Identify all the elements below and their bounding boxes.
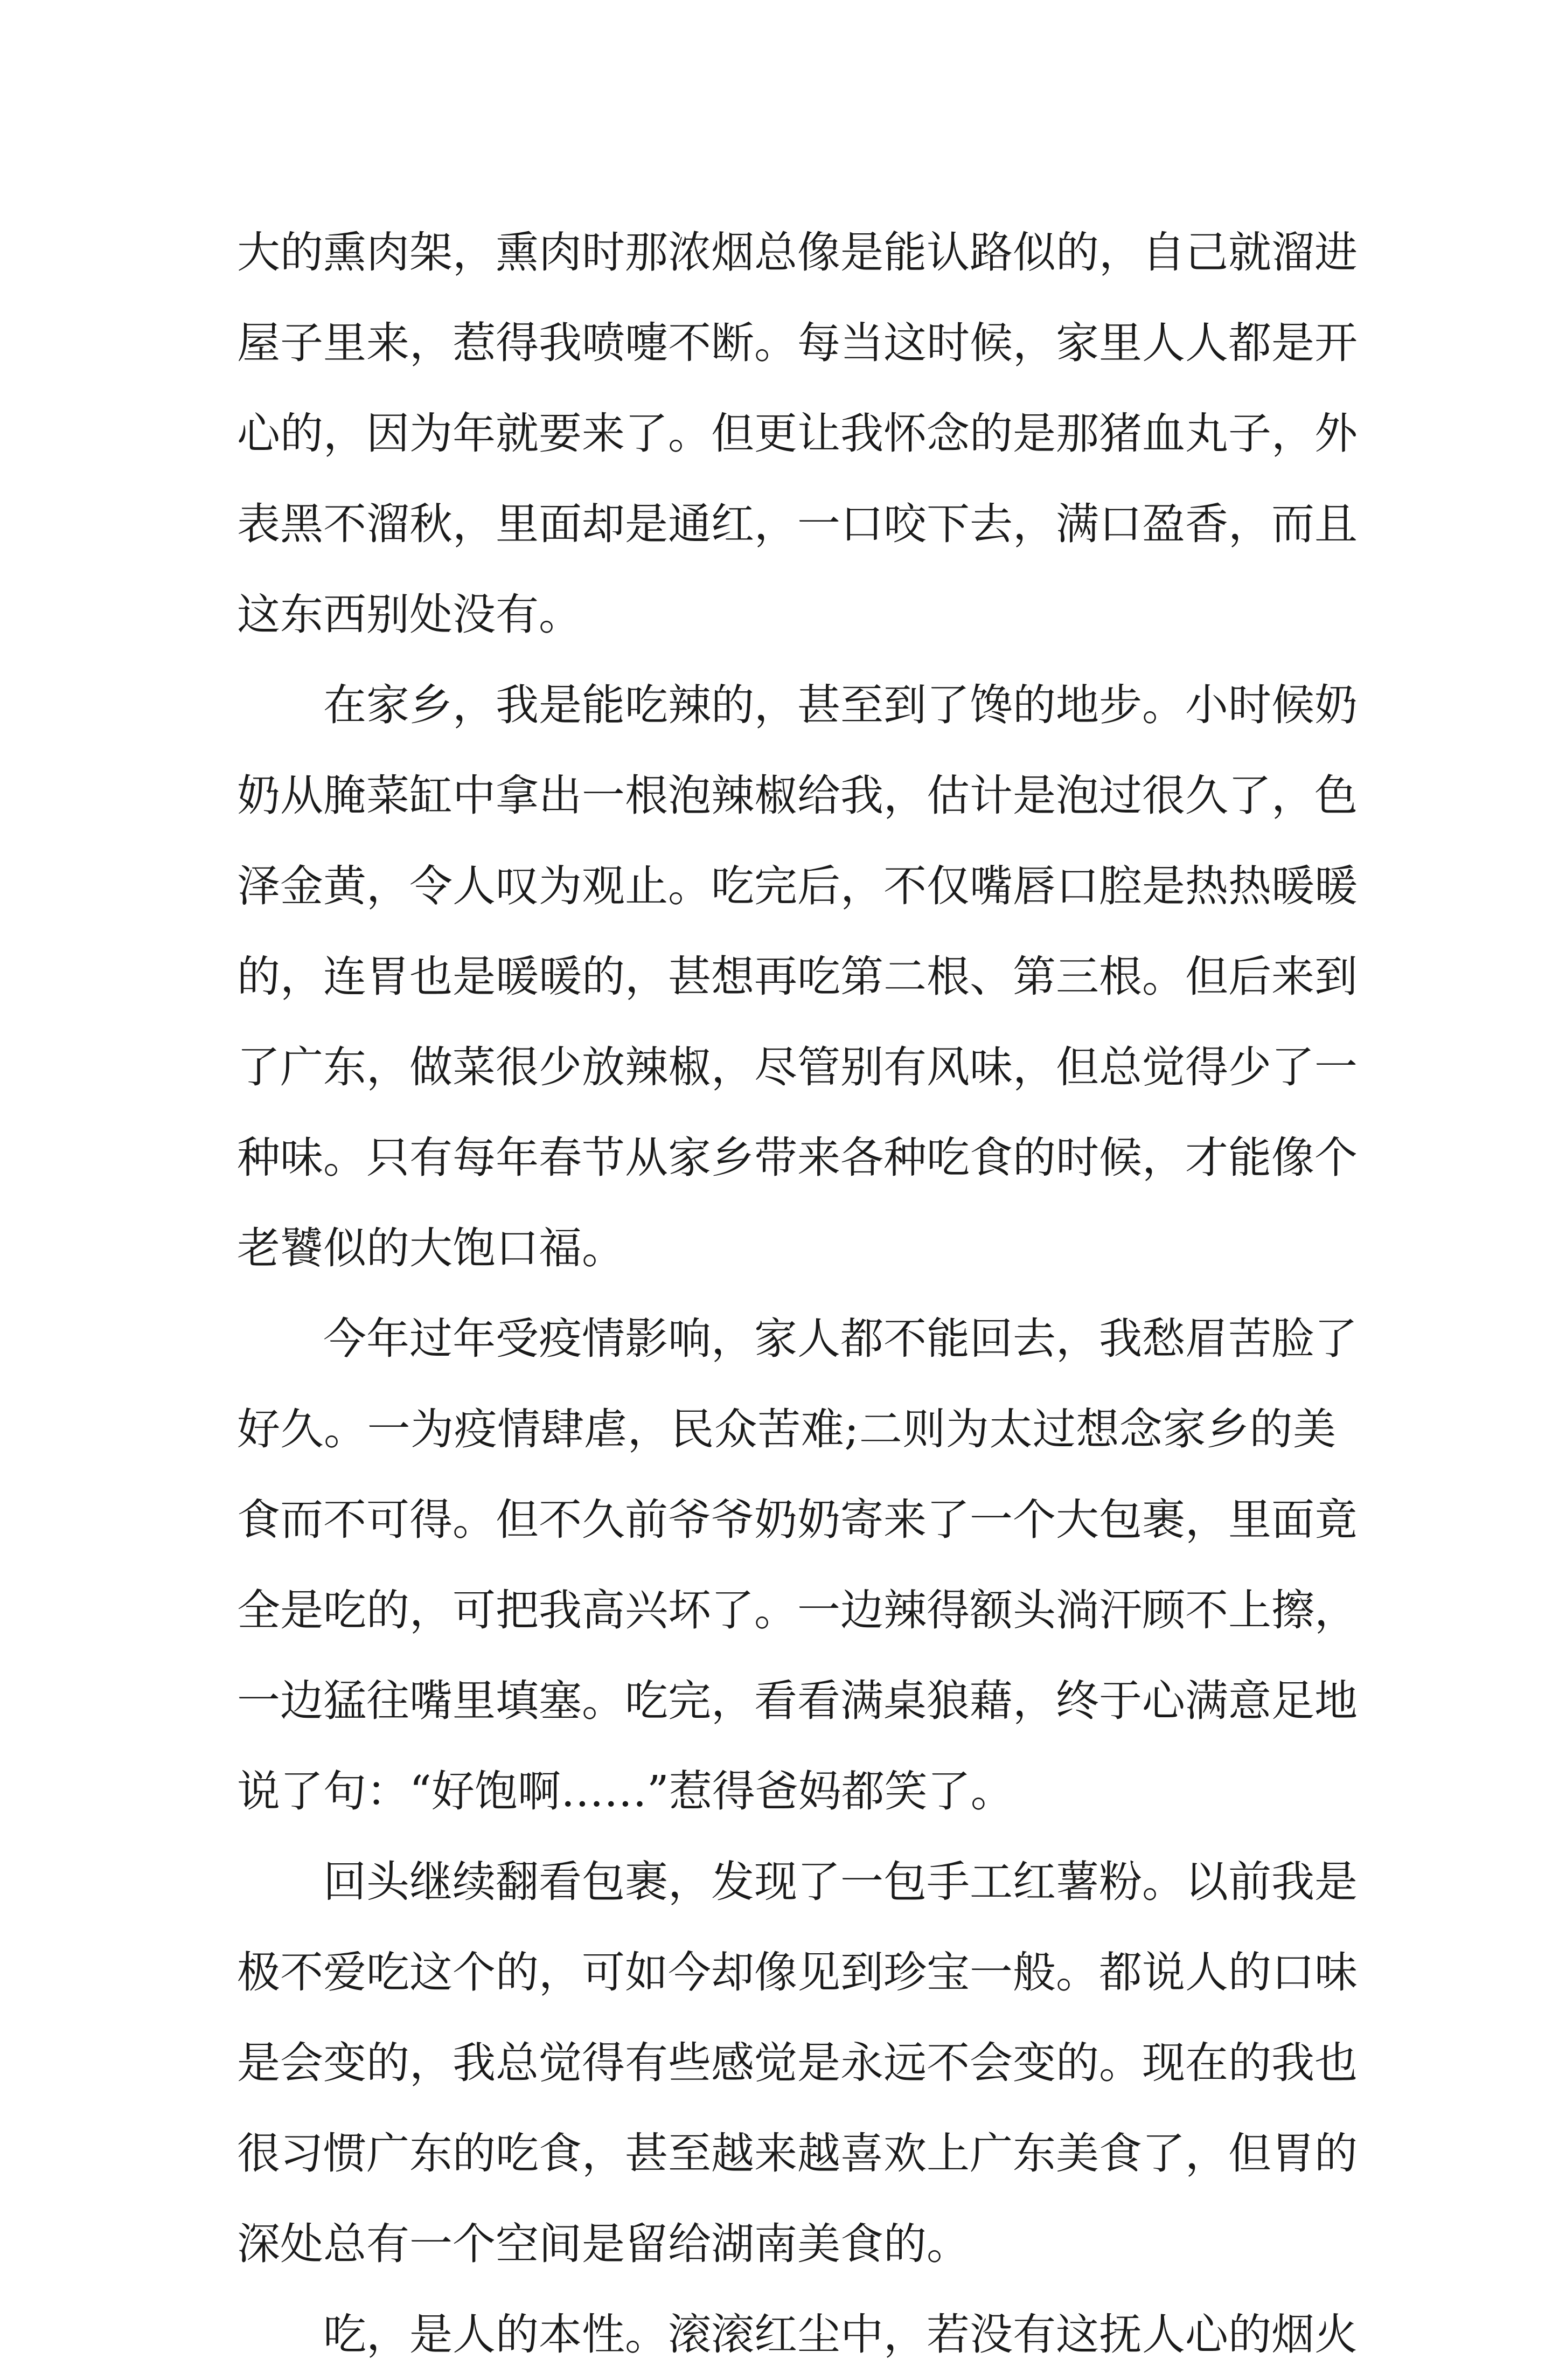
text-line: 的，连胃也是暖暖的，甚想再吃第二根、第三根。但后来到 [237, 952, 1358, 1002]
text-line: 了广东，做菜很少放辣椒，尽管别有风味，但总觉得少了一 [237, 1042, 1358, 1092]
text-line: 这东西别处没有。 [237, 589, 582, 640]
paragraph-first-line: 在家乡，我是能吃辣的，甚至到了馋的地步。小时候奶 [323, 680, 1358, 730]
text-line: 大的熏肉架，熏肉时那浓烟总像是能认路似的，自己就溜进 [237, 227, 1358, 277]
text-line: 是会变的，我总觉得有些感觉是永远不会变的。现在的我也 [237, 2038, 1358, 2088]
document-body [237, 207, 1358, 2380]
text-line: 一边猛往嘴里填塞。吃完，看看满桌狼藉，终于心满意足地 [237, 1676, 1358, 1726]
text-line: 很习惯广东的吃食，甚至越来越喜欢上广东美食了，但胃的 [237, 2128, 1358, 2178]
paragraph-first-line: 吃，是人的本性。滚滚红尘中，若没有这抚人心的烟火 [323, 2309, 1358, 2360]
text-line: 说了句：“好饱啊……”惹得爸妈都笑了。 [237, 1766, 1014, 1816]
text-line: 极不爱吃这个的，可如今却像见到珍宝一般。都说人的口味 [237, 1947, 1358, 1997]
text-line: 老饕似的大饱口福。 [237, 1223, 625, 1273]
text-line: 心的，因为年就要来了。但更让我怀念的是那猪血丸子，外 [237, 408, 1358, 459]
text-line: 表黑不溜秋，里面却是通红，一口咬下去，满口盈香，而且 [237, 499, 1358, 549]
paragraph-first-line: 回头继续翻看包裹，发现了一包手工红薯粉。以前我是 [323, 1857, 1358, 1907]
text-line: 好久。一为疫情肆虐，民众苦难;二则为太过想念家乡的美 [237, 1404, 1336, 1454]
text-line: 深处总有一个空间是留给湖南美食的。 [237, 2219, 970, 2269]
text-line: 全是吃的，可把我高兴坏了。一边辣得额头淌汗顾不上擦， [237, 1585, 1358, 1635]
text-line: 种味。只有每年春节从家乡带来各种吃食的时候，才能像个 [237, 1133, 1358, 1183]
text-line: 食而不可得。但不久前爷爷奶奶寄来了一个大包裹，里面竟 [237, 1495, 1358, 1545]
text-line: 泽金黄，令人叹为观止。吃完后，不仅嘴唇口腔是热热暖暖 [237, 861, 1358, 911]
text-line: 屋子里来，惹得我喷嚏不断。每当这时候，家里人人都是开 [237, 318, 1358, 368]
text-line: 奶从腌菜缸中拿出一根泡辣椒给我，估计是泡过很久了，色 [237, 771, 1358, 821]
paragraph-first-line: 今年过年受疫情影响，家人都不能回去，我愁眉苦脸了 [323, 1314, 1358, 1364]
